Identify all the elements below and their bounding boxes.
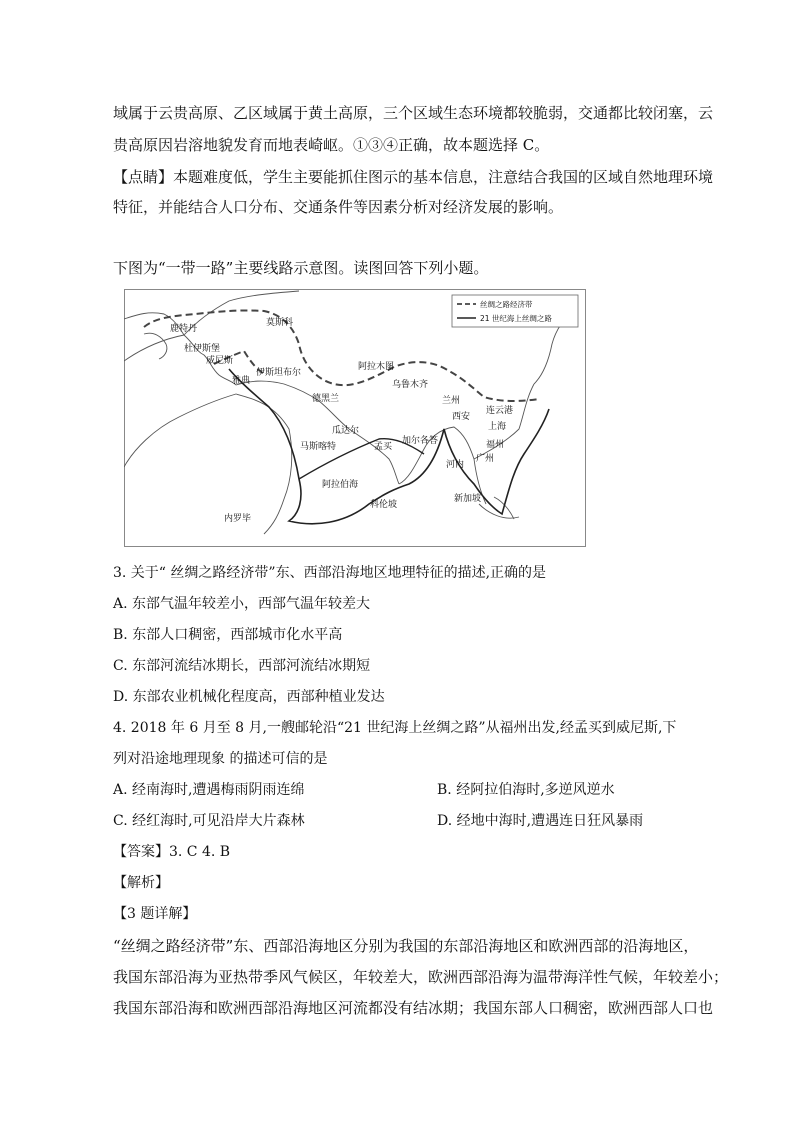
city-label: 乌鲁木齐 <box>392 380 429 390</box>
city-label: 新加坡 <box>454 494 482 504</box>
question-4-stem: 列对沿途地理现象 的描述可信的是 <box>113 751 328 767</box>
detail-text-line: “丝绸之路经济带”东、西部沿海地区分别为我国的东部沿海地区和欧洲西部的沿海地区， <box>113 937 699 955</box>
city-label: 西安 <box>452 412 471 422</box>
question-stem: 下图为“一带一路”主要线路示意图。读图回答下列小题。 <box>113 259 489 277</box>
city-label: 上海 <box>488 422 507 432</box>
city-label: 瓜达尔 <box>332 426 360 436</box>
legend-sea-route-label: 21 世纪海上丝绸之路 <box>480 314 552 323</box>
q3-option-b: B. 东部人口稠密，西部城市化水平高 <box>113 627 343 643</box>
city-label: 伊斯坦布尔 <box>256 368 302 378</box>
q4-option-c: C. 经红海时,可见沿岸大片森林 <box>113 813 305 829</box>
answer-line: 【答案】3. C 4. B <box>113 844 231 860</box>
city-label: 德黑兰 <box>312 394 340 404</box>
city-label: 马斯喀特 <box>300 442 337 452</box>
city-label: 阿拉伯海 <box>322 480 359 490</box>
city-label: 科伦坡 <box>370 500 398 510</box>
comment-text-line: 【点睛】本题难度低，学生主要能抓住图示的基本信息，注意结合我国的区域自然地理环境 <box>113 168 714 186</box>
legend-land-route-label: 丝绸之路经济带 <box>480 300 533 309</box>
city-label: 鹿特丹 <box>170 324 198 334</box>
intro-text-line: 域属于云贵高原、乙区域属于黄土高原，三个区域生态环境都较脆弱，交通都比较闭塞，云 <box>113 104 714 122</box>
map-legend <box>452 295 578 327</box>
belt-and-road-map <box>124 289 586 547</box>
q3-option-c: C. 东部河流结冰期长，西部河流结冰期短 <box>113 658 371 674</box>
city-label: 威尼斯 <box>206 356 234 366</box>
q4-option-b: B. 经阿拉伯海时,多逆风逆水 <box>437 782 615 798</box>
q3-option-a: A. 东部气温年较差小，西部气温年较差大 <box>113 596 371 612</box>
detail-text-line: 我国东部沿海和欧洲西部沿海地区河流都没有结冰期；我国东部人口稠密，欧洲西部人口也 <box>113 999 714 1017</box>
city-label: 加尔各答 <box>402 436 439 446</box>
city-label: 广州 <box>476 454 495 464</box>
question-4-stem: 4. 2018 年 6 月至 8 月,一艘邮轮沿“21 世纪海上丝绸之路”从福州出发,经孟买到威尼斯,下 <box>113 720 677 736</box>
q3-detail-label: 【3 题详解】 <box>113 906 197 922</box>
q4-option-a: A. 经南海时,遭遇梅雨阴雨连绵 <box>113 782 305 798</box>
q3-option-d: D. 东部农业机械化程度高，西部种植业发达 <box>113 689 385 705</box>
detail-text-line: 我国东部沿海为亚热带季风气候区，年较差大，欧洲西部沿海为温带海洋性气候，年较差小； <box>113 968 729 986</box>
city-label: 杜伊斯堡 <box>184 344 221 354</box>
city-label: 内罗毕 <box>224 514 252 524</box>
city-label: 莫斯科 <box>266 318 294 328</box>
comment-text-line: 特征，并能结合人口分布、交通条件等因素分析对经济发展的影响。 <box>113 198 564 216</box>
question-3-stem: 3. 关于“ 丝绸之路经济带”东、西部沿海地区地理特征的描述,正确的是 <box>113 565 547 581</box>
analysis-label: 【解析】 <box>113 875 169 891</box>
city-label: 河内 <box>446 460 465 470</box>
city-label: 孟买 <box>374 442 393 452</box>
city-label: 兰州 <box>442 396 461 406</box>
city-label: 雅典 <box>232 376 251 386</box>
city-label: 连云港 <box>486 406 514 416</box>
city-label: 福州 <box>486 440 505 450</box>
city-label: 阿拉木图 <box>358 362 395 372</box>
q4-option-d: D. 经地中海时,遭遇连日狂风暴雨 <box>437 813 644 829</box>
intro-text-line: 贵高原因岩溶地貌发育而地表崎岖。①③④正确，故本题选择 C。 <box>113 136 550 154</box>
